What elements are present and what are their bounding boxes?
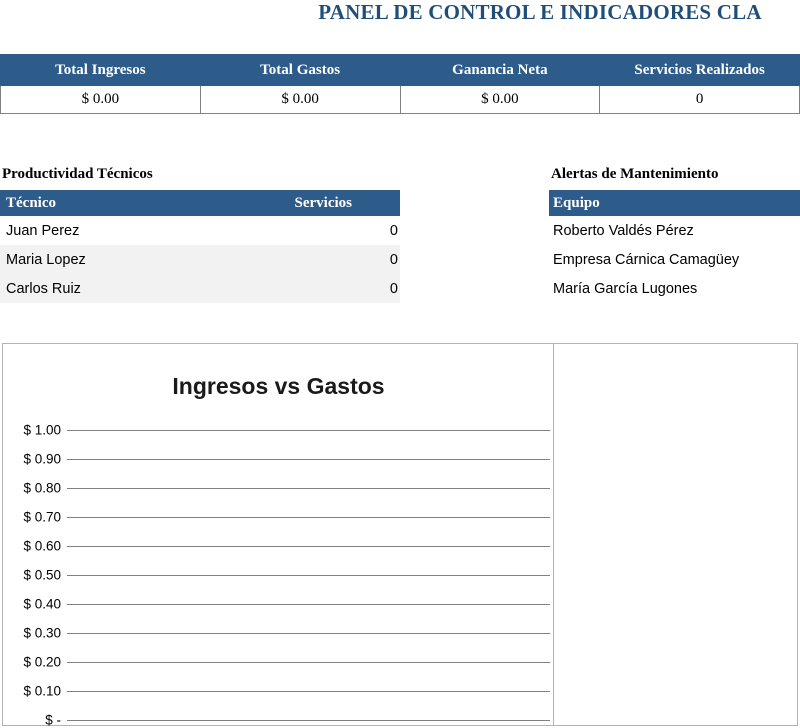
kpi-header-ganancia-neta: Ganancia Neta — [400, 55, 600, 86]
chart-gridline — [45, 712, 550, 728]
chart-gridline — [23, 480, 550, 496]
alertas-header-equipo: Equipo — [549, 190, 800, 216]
chart-y-axis-tick-label: $ 1.00 — [23, 422, 61, 438]
productividad-header-tecnico: Técnico — [0, 190, 200, 216]
page-title: PANEL DE CONTROL E INDICADORES CLA — [318, 0, 762, 24]
chart-gridline — [23, 654, 550, 670]
chart-panel — [2, 343, 798, 726]
chart-gridline — [23, 567, 550, 583]
table-row — [549, 274, 800, 303]
kpi-value-ganancia-neta: $ 0.00 — [400, 86, 600, 114]
kpi-header-total-gastos: Total Gastos — [200, 55, 400, 86]
alertas-cell-equipo: Empresa Cárnica Camagüey — [549, 245, 800, 274]
table-row — [0, 245, 400, 274]
chart-y-axis-tick-label: $ - — [45, 712, 61, 728]
chart-y-axis-tick-label: $ 0.90 — [23, 451, 61, 467]
chart-plot-area — [23, 422, 550, 728]
chart-gridline — [23, 451, 550, 467]
chart-y-axis-tick-label: $ 0.40 — [23, 596, 61, 612]
chart-y-axis-tick-label: $ 0.80 — [23, 480, 61, 496]
chart-gridline — [23, 538, 550, 554]
kpi-value-total-ingresos: $ 0.00 — [1, 86, 201, 114]
table-row — [0, 274, 400, 303]
chart-gridline — [23, 422, 550, 438]
kpi-header-servicios-realizados: Servicios Realizados — [600, 55, 800, 86]
productividad-cell-servicios: 0 — [200, 216, 400, 245]
productividad-cell-servicios: 0 — [200, 274, 400, 303]
kpi-value-servicios-realizados: 0 — [600, 86, 800, 114]
chart-y-axis-tick-label: $ 0.10 — [23, 683, 61, 699]
chart-gridline — [23, 596, 550, 612]
productividad-header-servicios: Servicios — [200, 190, 400, 216]
alertas-table — [549, 190, 800, 303]
productividad-cell-tecnico: Maria Lopez — [0, 245, 200, 274]
chart-gridline — [23, 625, 550, 641]
chart-gridline — [23, 509, 550, 525]
alertas-cell-equipo: Roberto Valdés Pérez — [549, 216, 800, 245]
kpi-value-row — [1, 86, 800, 114]
chart-y-axis-tick-label: $ 0.50 — [23, 567, 61, 583]
productividad-cell-servicios: 0 — [200, 245, 400, 274]
productividad-cell-tecnico: Juan Perez — [0, 216, 200, 245]
productividad-table — [0, 190, 400, 303]
productividad-heading: Productividad Técnicos — [2, 166, 153, 182]
chart-y-axis-tick-label: $ 0.30 — [23, 625, 61, 641]
table-row — [549, 245, 800, 274]
chart-gridline — [23, 683, 550, 699]
alertas-heading: Alertas de Mantenimiento — [551, 166, 719, 182]
table-row — [0, 216, 400, 245]
chart-title: Ingresos vs Gastos — [172, 373, 385, 399]
alertas-header-row — [549, 190, 800, 216]
alertas-cell-equipo: María García Lugones — [549, 274, 800, 303]
kpi-value-total-gastos: $ 0.00 — [200, 86, 400, 114]
ingresos-vs-gastos-chart — [3, 344, 554, 728]
chart-y-axis-tick-label: $ 0.70 — [23, 509, 61, 525]
chart-y-axis-tick-label: $ 0.20 — [23, 654, 61, 670]
chart-y-axis-tick-label: $ 0.60 — [23, 538, 61, 554]
table-row — [549, 216, 800, 245]
productividad-header-row — [0, 190, 400, 216]
kpi-header-row — [1, 55, 800, 86]
productividad-cell-tecnico: Carlos Ruiz — [0, 274, 200, 303]
kpi-summary-table — [0, 54, 800, 114]
kpi-header-total-ingresos: Total Ingresos — [1, 55, 201, 86]
